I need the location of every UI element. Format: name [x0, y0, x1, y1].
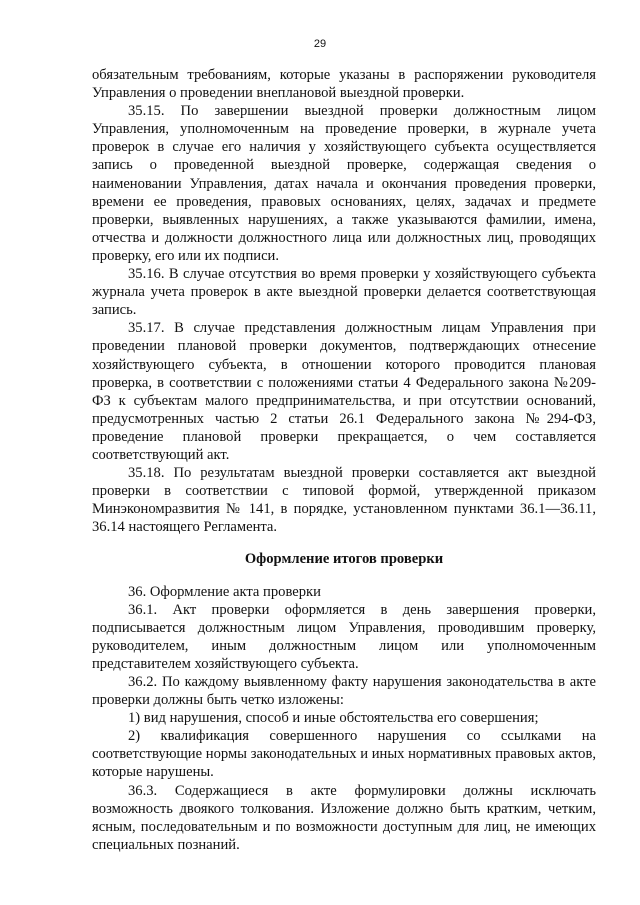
paragraph-continuation: обязательным требованиям, которые указаны в распоряжении руководителя Управления о проведении внеплановой выездной проверки. — [92, 67, 596, 102]
list-item-2: 2) квалификация совершенного нарушения со ссылками на соответствующие нормы законодательных и иных нормативных правовых актов, которые нарушены. — [92, 728, 596, 781]
section-heading: Оформление итогов проверки — [244, 551, 444, 568]
document-body — [92, 66, 596, 854]
paragraph-35-17: 35.17. В случае представления должностным лицам Управления при проведении плановой проверки документов, подтверждающих отнесение хозяйствующего субъекта, в отношении которого проводится плановая проверка, в соответствии с положениями статьи 4 Федерального закона №209-ФЗ к субъектам малого предпринимательства, и при отсутствии оснований, предусмотренных частью 2 статьи 26.1 Федерального закона №294-ФЗ, проведение плановой проверки прекращается, о чем составляется соответствующий акт. — [92, 320, 596, 463]
paragraph-36-2: 36.2. По каждому выявленному факту нарушения законодательства в акте проверки должны быть четко изложены: — [92, 674, 596, 709]
paragraph-35-18: 35.18. По результатам выездной проверки составляется акт выездной проверки в соответствии с типовой формой, утвержденной приказом Минэкономразвития № 141, в порядке, установленном пунктами 36.1—36.11, 36.14 настоящего Регламента. — [92, 465, 596, 536]
paragraph-36-1: 36.1. Акт проверки оформляется в день завершения проверки, подписывается должностным лицом Управления, проводившим проверку, руководителем, иным должностным лицом или уполномоченным представителем хозяйствующего субъекта. — [92, 601, 596, 672]
paragraph-36: 36. Оформление акта проверки — [128, 583, 321, 600]
paragraph-35-16: 35.16. В случае отсутствия во время проверки у хозяйствующего субъекта журнала учета проверок в акте выездной проверки делается соответствующая запись. — [92, 266, 596, 319]
paragraph-36-3: 36.3. Содержащиеся в акте формулировки должны исключать возможность двоякого толкования. Изложение должно быть кратким, четким, ясным, последовательным и по возможности доступным для лиц, не имеющих специальных познаний. — [92, 782, 596, 853]
page-number: 29 — [313, 38, 327, 50]
paragraph-35-15: 35.15. По завершении выездной проверки должностным лицом Управления, уполномоченным на проведение проверки, в журнале учета проверок в случае его наличия у хозяйствующего субъекта осуществляется запись о проведенной выездной проверке, содержащая сведения о наименовании Управления, датах начала и окончания проведения проверки, времени ее проведения, правовых основаниях, целях, задачах и предмете проверки, выявленных нарушениях, а также указываются фамилии, имена, отчества и должности должностного лица или должностных лиц, проводящих проверку, его или их подписи. — [92, 103, 596, 264]
list-item-1: 1) вид нарушения, способ и иные обстоятельства его совершения; — [128, 710, 539, 727]
